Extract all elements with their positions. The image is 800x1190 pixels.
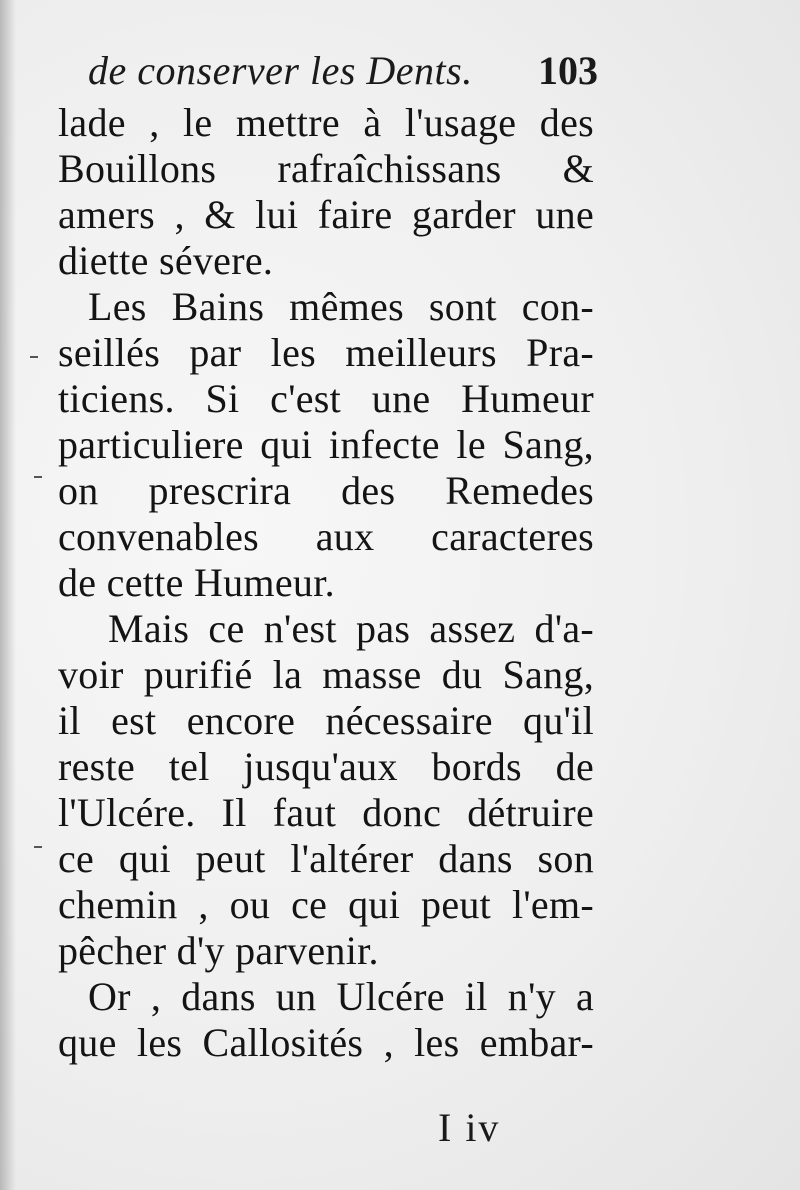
text-line: seillés par les meilleurs Pra- xyxy=(58,330,594,375)
text-line: ticiens. Si c'est une Humeur xyxy=(58,376,594,421)
text-line: particuliere qui infecte le Sang, xyxy=(58,422,594,467)
body-text xyxy=(58,100,594,1066)
signature-mark: I iv xyxy=(438,1105,501,1150)
text-line: Mais ce n'est pas assez d'a- xyxy=(108,606,594,651)
text-line: il est encore nécessaire qu'il xyxy=(58,698,594,743)
gutter-shadow xyxy=(0,0,16,1190)
text-line: ce qui peut l'altérer dans son xyxy=(58,836,594,881)
text-line: pêcher d'y parvenir. xyxy=(58,928,379,973)
margin-mark xyxy=(30,356,38,358)
text-line: amers , & lui faire garder une xyxy=(58,192,594,237)
text-line: Bouillons rafraîchissans & xyxy=(58,146,594,191)
text-line: lade , le mettre à l'usage des xyxy=(58,100,594,145)
margin-mark xyxy=(34,846,42,848)
text-line: Les Bains mêmes sont con- xyxy=(88,284,594,329)
text-line: voir purifié la masse du Sang, xyxy=(58,652,594,697)
text-line: Or , dans un Ulcére il n'y a xyxy=(88,974,594,1019)
text-line: chemin , ou ce qui peut l'em- xyxy=(58,882,594,927)
text-line: de cette Humeur. xyxy=(58,560,335,605)
text-line: que les Callosités , les embar- xyxy=(58,1020,594,1065)
text-line: on prescrira des Remedes xyxy=(58,468,594,513)
margin-mark xyxy=(34,476,42,478)
page-header xyxy=(88,42,598,98)
text-line: convenables aux caracteres xyxy=(58,514,594,559)
text-line: l'Ulcére. Il faut donc détruire xyxy=(58,790,594,835)
page-number: 103 xyxy=(538,47,598,93)
text-line: reste tel jusqu'aux bords de xyxy=(58,744,594,789)
text-line: diette sévere. xyxy=(58,238,274,283)
running-title: de conserver les Dents. xyxy=(88,47,473,93)
